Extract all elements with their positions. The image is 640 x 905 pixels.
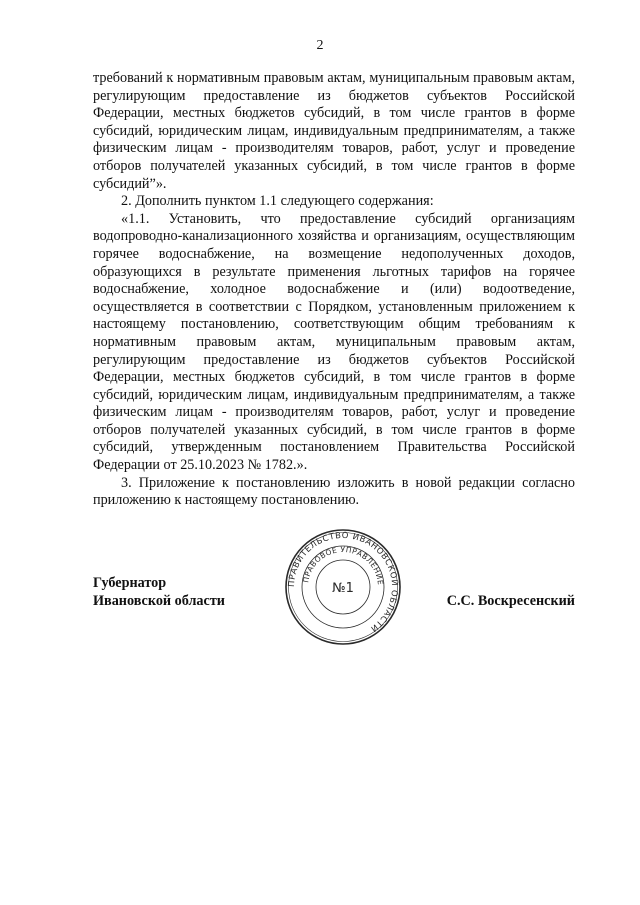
official-stamp — [283, 527, 403, 647]
document-body — [93, 70, 575, 510]
stamp-inner-text: ПРАВОВОЕ УПРАВЛЕНИЕ — [301, 544, 386, 586]
signatory-title: Губернатор — [93, 575, 167, 591]
stamp-outer-text: ПРАВИТЕЛЬСТВО ИВАНОВСКОЙ ОБЛАСТИ — [285, 529, 401, 635]
page-number: 2 — [316, 38, 324, 53]
paragraph-item-1-1: «1.1. Установить, что предоставление субсидий организациям водопроводно-канализационного хозяйства и организациям, осуществляющим горячее водоснабжение, на возмещение недополученных доходов, образующихся в результате применения льготных тарифов на горячее водоснабжение, холодное водоснабжение и (или) водоотведение, осуществляется в соответствии с Порядком, установленным приложением к настоящему постановлению, соответствующим общим требованиям к нормативным правовым актам, муниципальным правовым актам, регулирующим предоставление из бюджетов субъектов Российской Федерации, местных бюджетов субсидий, в том числе грантов в форме субсидий, юридическим лицам, индивидуальным предпринимателям, а также физическим лицам - производителям товаров, работ, услуг и проведение отборов получателей указанных субсидий, в том числе грантов в форме субсидий, утвержденным постановлением Правительства Российской Федерации от 25.10.2023 № 1782.». — [93, 210, 575, 474]
paragraph-continuation: требований к нормативным правовым актам, муниципальным правовым актам, регулирующим предоставление из бюджетов субъектов Российской Федерации, местных бюджетов субсидий, в том числе грантов в форме субсидий, юридическим лицам, индивидуальным предпринимателям, а также физическим лицам - производителям товаров, работ, услуг и проведение отборов получателей указанных субсидий, в том числе грантов в форме субсидий”». — [93, 70, 575, 192]
paragraph-item-2: 2. Дополнить пунктом 1.1 следующего содержания: — [121, 193, 434, 210]
signatory-name: С.С. Воскресенский — [446, 592, 575, 609]
stamp-center-number: №1 — [332, 581, 354, 596]
paragraph-item-3: 3. Приложение к постановлению изложить в новой редакции согласно приложению к настоящему постановлению. — [93, 474, 575, 509]
signatory-region: Ивановской области — [93, 592, 225, 609]
